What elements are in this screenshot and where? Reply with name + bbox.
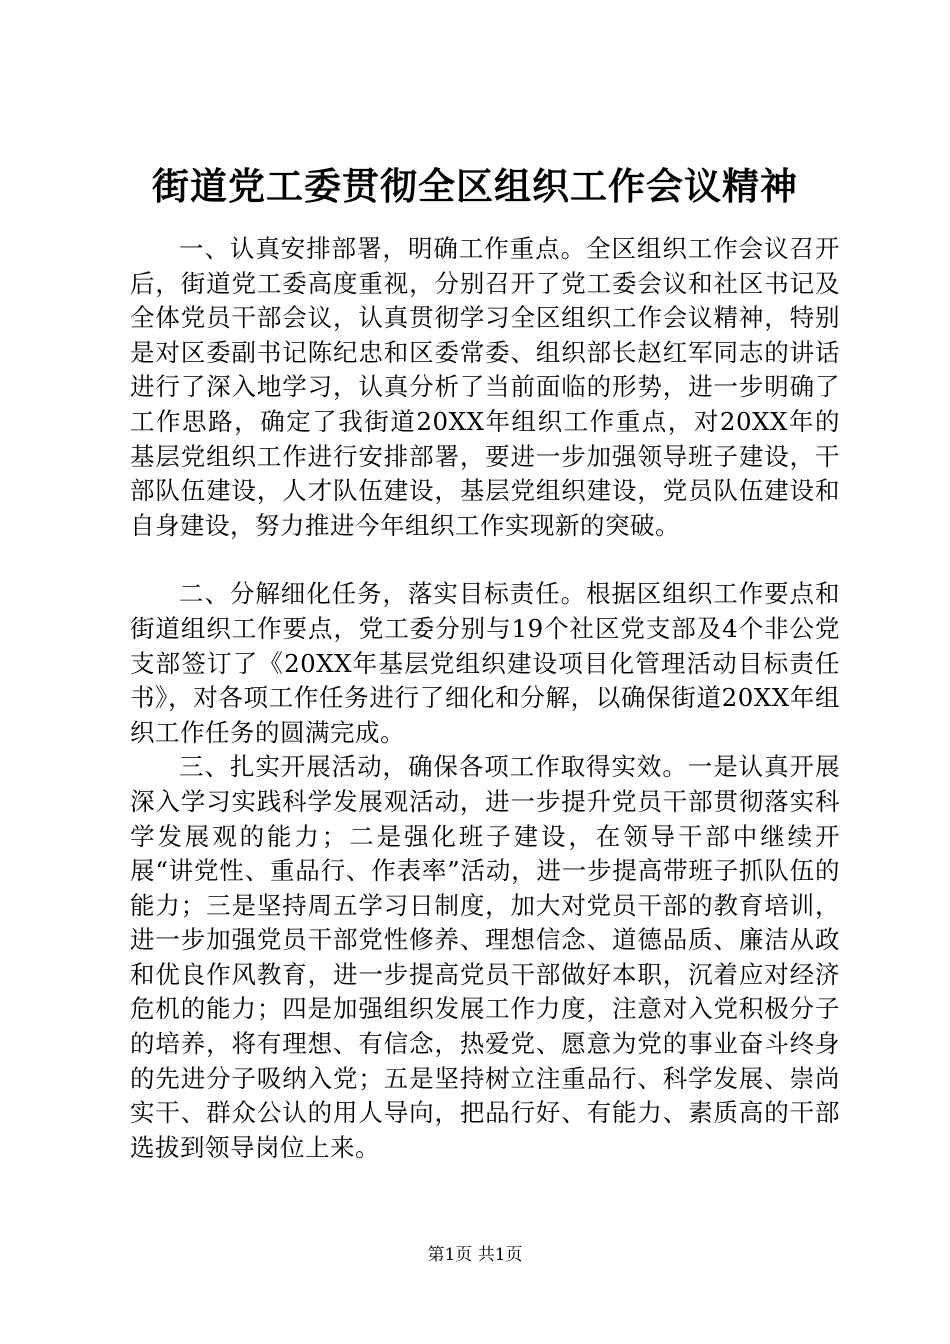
document-body [130,232,840,1165]
document-title: 街道党工委贯彻全区组织工作会议精神 [152,164,798,208]
paragraph-2: 二、分解细化任务，落实目标责任。根据区组织工作要点和街道组织工作要点，党工委分别与19个社区党支部及4个非公党支部签订了《20XX年基层党组织建设项目化管理活动目标责任书》，对各项工作任务进行了细化和分解，以确保街道20XX年组织工作任务的圆满完成。 [130,579,840,747]
page-footer: 第1页 共1页 [427,1245,523,1265]
paragraph-3: 三、扎实开展活动，确保各项工作取得实效。一是认真开展深入学习实践科学发展观活动，进一步提升党员干部贯彻落实科学发展观的能力；二是强化班子建设，在领导干部中继续开展“讲党性、重品行、作表率”活动，进一步提高带班子抓队伍的能力；三是坚持周五学习日制度，加大对党员干部的教育培训，进一步加强党员干部党性修养、理想信念、道德品质、廉洁从政和优良作风教育，进一步提高党员干部做好本职，沉着应对经济危机的能力；四是加强组织发展工作力度，注意对入党积极分子的培养，将有理想、有信念，热爱党、愿意为党的事业奋斗终身的先进分子吸纳入党；五是坚持树立注重品行、科学发展、崇尚实干、群众公认的用人导向，把品行好、有能力、素质高的干部选拔到领导岗位上来。 [130,752,840,1162]
paragraph-1: 一、认真安排部署，明确工作重点。全区组织工作会议召开后，街道党工委高度重视，分别召开了党工委会议和社区书记及全体党员干部会议，认真贯彻学习全区组织工作会议精神，特别是对区委副书记陈纪忠和区委常委、组织部长赵红军同志的讲话进行了深入地学习，认真分析了当前面临的形势，进一步明确了工作思路，确定了我街道20XX年组织工作重点，对20XX年的基层党组织工作进行安排部署，要进一步加强领导班子建设，干部队伍建设，人才队伍建设，基层党组织建设，党员队伍建设和自身建设，努力推进今年组织工作实现新的突破。 [130,234,840,540]
